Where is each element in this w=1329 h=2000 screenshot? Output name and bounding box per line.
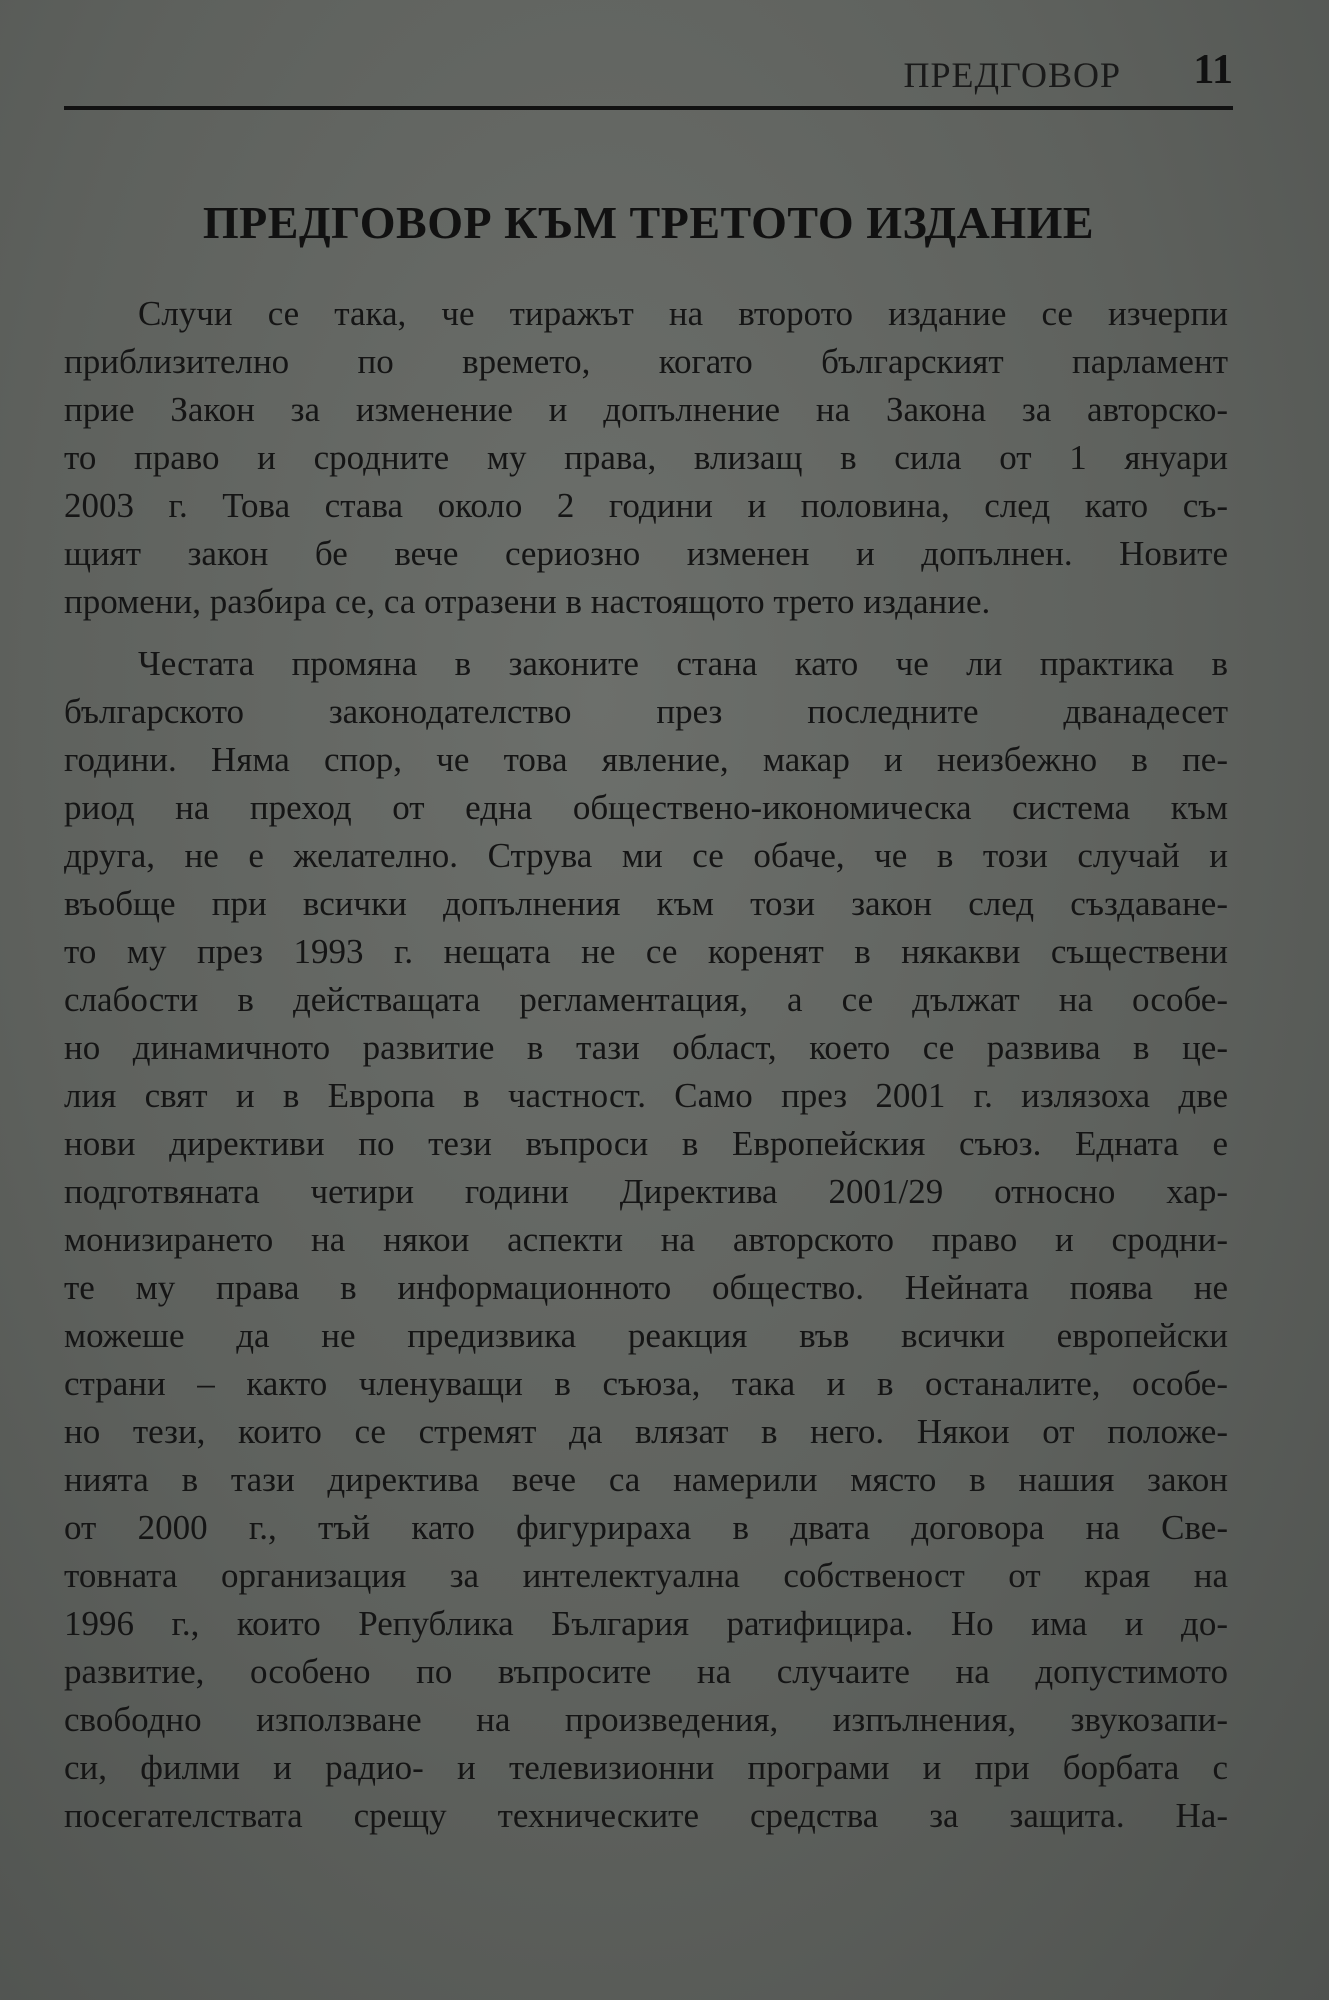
- text-line: товната организация за интелектуална собственост от края на: [64, 1556, 1228, 1595]
- text-line: българското законодателство през последните дванадесет: [64, 692, 1228, 731]
- text-line: 2003 г. Това става около 2 години и половина, след като съ-: [64, 486, 1228, 525]
- text-line: риод на преход от една обществено-икономическа система към: [64, 788, 1228, 827]
- text-line: но динамичното развитие в тази област, което се развива в це-: [64, 1028, 1228, 1067]
- text-line: приблизително по времето, когато българският парламент: [64, 342, 1228, 381]
- text-line: подготвяната четири години Директива 2001/29 относно хар-: [64, 1172, 1228, 1211]
- text-line: от 2000 г., тъй като фигурираха в двата договора на Све-: [64, 1508, 1228, 1547]
- page-number: 11: [1193, 47, 1233, 93]
- text-line: нови директиви по тези въпроси в Европейския съюз. Едната е: [64, 1124, 1228, 1163]
- text-line: Честата промяна в законите стана като че ли практика в: [138, 644, 1228, 683]
- text-line: щият закон бе вече сериозно изменен и допълнен. Новите: [64, 534, 1228, 573]
- chapter-title: ПРЕДГОВОР КЪМ ТРЕТОТО ИЗДАНИЕ: [202, 197, 1095, 248]
- text-line: промени, разбира се, са отразени в настоящото трето издание.: [64, 582, 991, 621]
- text-line: но тези, които се стремят да влязат в него. Някои от положе-: [64, 1412, 1228, 1451]
- text-line: години. Няма спор, че това явление, макар и неизбежно в пе-: [64, 740, 1228, 779]
- text-line: въобще при всички допълнения към този закон след създаване-: [64, 884, 1228, 923]
- text-line: прие Закон за изменение и допълнение на Закона за авторско-: [64, 390, 1228, 429]
- text-line: лия свят и в Европа в частност. Само през 2001 г. излязоха две: [64, 1076, 1228, 1115]
- text-line: свободно използване на произведения, изпълнения, звукозапи-: [64, 1700, 1228, 1739]
- text-line: друга, не е желателно. Струва ми се обаче, че в този случай и: [64, 836, 1228, 875]
- running-header: [64, 44, 1233, 110]
- text-line: то му през 1993 г. нещата не се коренят в някакви съществени: [64, 932, 1228, 971]
- running-title: ПРЕДГОВОР: [903, 55, 1121, 95]
- text-line: то право и сродните му права, влизащ в сила от 1 януари: [64, 438, 1228, 477]
- text-line: посегателствата срещу техническите средства за защита. На-: [64, 1796, 1228, 1835]
- text-line: можеше да не предизвика реакция във всички европейски: [64, 1316, 1228, 1355]
- text-line: те му права в информационното общество. Нейната поява не: [64, 1268, 1228, 1307]
- text-line: слабости в действащата регламентация, а се дължат на особе-: [64, 980, 1228, 1019]
- text-line: развитие, особено по въпросите на случаите на допустимото: [64, 1652, 1228, 1691]
- text-line: 1996 г., които Република България ратифицира. Но има и до-: [64, 1604, 1228, 1643]
- text-line: нията в тази директива вече са намерили място в нашия закон: [64, 1460, 1228, 1499]
- text-line: си, филми и радио- и телевизионни програми и при борбата с: [64, 1748, 1228, 1787]
- text-line: Случи се така, че тиражът на второто издание се изчерпи: [138, 294, 1228, 333]
- text-line: монизирането на някои аспекти на авторското право и сродни-: [64, 1220, 1228, 1259]
- text-line: страни – както членуващи в съюза, така и в останалите, особе-: [64, 1364, 1228, 1403]
